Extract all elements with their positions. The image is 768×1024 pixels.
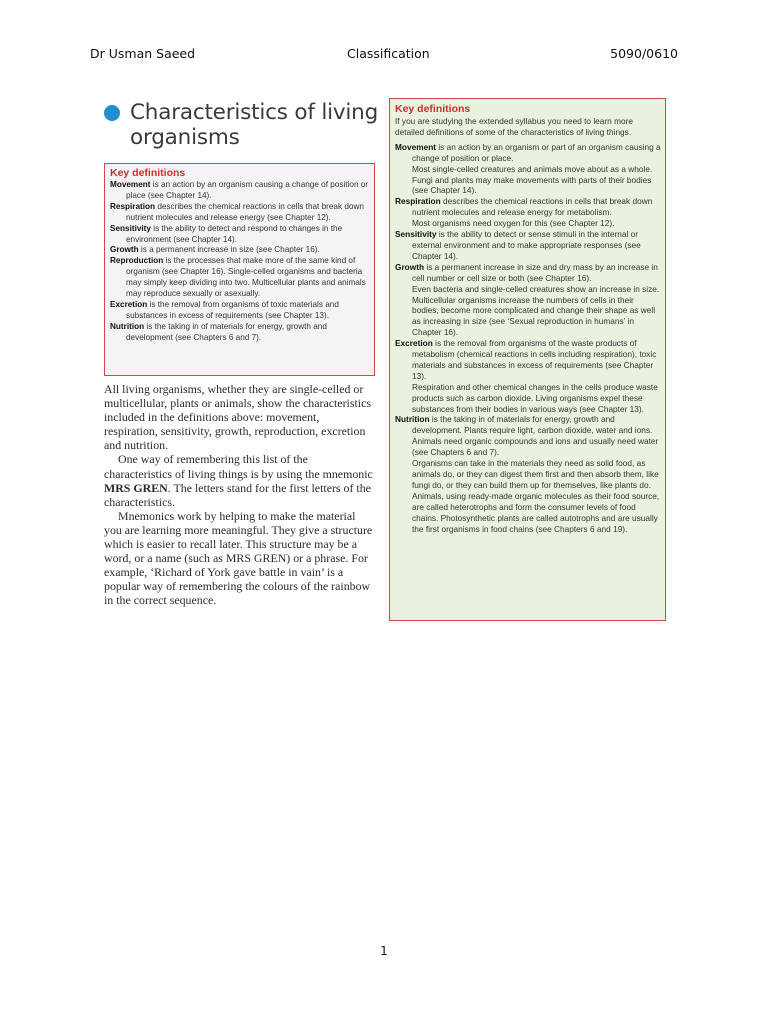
definition-term: Movement xyxy=(110,180,151,189)
key-definitions-box-extended xyxy=(389,98,666,621)
definition-text: describes the chemical reactions in cells that break down nutrient molecules and release energy (see Chapter 12). xyxy=(126,201,364,222)
body-text xyxy=(104,382,376,608)
definition-item xyxy=(395,142,661,164)
definition-list xyxy=(110,180,370,344)
extended-definition-list xyxy=(395,142,661,535)
section-title xyxy=(104,100,384,150)
definition-item xyxy=(110,202,370,224)
definition-text: describes the chemical reactions in cells that break down nutrient molecules and release energy for metabolism. xyxy=(412,196,653,218)
definition-text: is an action by an organism causing a change of position or place (see Chapter 14). xyxy=(126,180,369,200)
page-header xyxy=(90,46,678,66)
definition-item xyxy=(110,300,370,322)
definition-text: is the processes that make more of the same kind of organism (see Chapter 16). Single-celled organisms and bacteria may simply keep dividing into two. Multicellular plants and animals may reproduce sexually or asexually. xyxy=(126,256,366,299)
definition-term: Nutrition xyxy=(110,321,145,331)
definition-term: Nutrition xyxy=(395,414,430,425)
header-subject: Classification xyxy=(347,46,430,61)
definition-extra: Most single-celled creatures and animals move about as a whole. Fungi and plants may make movements with parts of their bodies (see Chapter 14). xyxy=(412,163,653,196)
definition-extra: Even bacteria and single-celled creatures show an increase in size. Multicellular organisms increase the numbers of cells in their bodies, become more complicated and change their shape as well as increasing in size (see ‘Sexual reproduction in humans’ in Chapter 16). xyxy=(412,283,660,338)
paragraph-2 xyxy=(104,452,376,508)
definition-term: Respiration xyxy=(395,196,441,207)
definition-text: is the removal from organisms of toxic materials and substances in excess of requirements (see Chapter 13). xyxy=(126,299,339,320)
definition-text: is a permanent increase in size and dry mass by an increase in cell number or cell size or both (see Chapter 16). xyxy=(412,261,658,283)
page-title: Characteristics of living organisms xyxy=(130,100,379,150)
definition-item xyxy=(395,338,661,382)
definition-term: Growth xyxy=(395,261,425,272)
definition-item xyxy=(110,256,370,300)
paragraph-1: All living organisms, whether they are single-celled or multicellular, plants or animals, show the characteristics included in the definitions above: movement, respiration, sensitivity, growth, reproduction, excretion and nutrition. xyxy=(104,382,371,453)
header-author: Dr Usman Saeed xyxy=(90,46,196,61)
definition-term: Excretion xyxy=(110,299,148,309)
definition-item xyxy=(110,322,370,344)
key-definitions-box-basic xyxy=(104,163,375,376)
definition-text: is the taking in of materials for energy, growth and development (see Chapters 6 and 7). xyxy=(126,321,327,342)
definition-term: Movement xyxy=(395,141,437,152)
extended-intro: If you are studying the extended syllabus you need to learn more detailed definitions of some of the characteristics of living things. xyxy=(395,116,633,137)
mnemonic-term: MRS GREN xyxy=(104,480,168,495)
page-number: 1 xyxy=(380,944,388,958)
definition-text: is the removal from organisms of the waste products of metabolism (chemical reactions in cells including respiration), toxic materials and substances in excess of requirements (see Chapter 13). xyxy=(412,338,657,381)
definition-item xyxy=(110,245,370,256)
definition-text: is the ability to detect or sense stimuli in the internal or external environment and to make appropriate responses (see Chapter 14). xyxy=(412,229,641,261)
definition-extra: Most organisms need oxygen for this (see Chapter 12). xyxy=(412,218,615,229)
definition-text: is the taking in of materials for energy, growth and development. Plants require light, carbon dioxide, water and ions. Animals need organic compounds and ions and usually need water (see Chapters 6 and 7). xyxy=(412,414,659,458)
paragraph-3: Mnemonics work by helping to make the material you are learning more meaningful. They give a structure which is easier to recall later. This structure may be a word, or a name (such as MRS GREN) or a phrase. For example, ‘Richard of York gave battle in vain’ is a popular way of remembering the colours of the rainbow in the correct sequence. xyxy=(104,508,373,608)
key-definitions-heading-extended: Key definitions xyxy=(395,103,471,115)
key-definitions-heading: Key definitions xyxy=(110,167,186,179)
header-code: 5090/0610 xyxy=(610,46,678,61)
definition-item xyxy=(395,229,661,262)
definition-text: is the ability to detect and respond to changes in the environment (see Chapter 14). xyxy=(126,223,343,244)
definition-item xyxy=(110,224,370,246)
definition-term: Growth xyxy=(110,245,139,255)
definition-term: Sensitivity xyxy=(395,229,437,240)
definition-item xyxy=(395,262,661,284)
definition-text: is a permanent increase in size (see Chapter 16). xyxy=(138,245,320,255)
definition-item xyxy=(395,196,661,218)
definition-term: Reproduction xyxy=(110,256,164,266)
definition-term: Excretion xyxy=(395,338,433,349)
paragraph-2-text-a: One way of remembering this list of the characteristics of living things is by using the mnemonic xyxy=(104,452,373,481)
definition-text: is an action by an organism or part of an organism causing a change of position or place. xyxy=(412,141,661,163)
bullet-dot-icon xyxy=(104,105,120,121)
definition-item xyxy=(110,180,370,202)
definition-extra: Respiration and other chemical changes in the cells produce waste products such as carbon dioxide. Living organisms expel these substances from their bodies in various ways (see Chapter 13). xyxy=(412,381,658,414)
definition-extra: Organisms can take in the materials they need as solid food, as animals do, or they can digest them first and then absorb them, like fungi do, or they can build them up for themselves, like plants do. Animals, using ready-made organic molecules as their food source, are called heterotrophs and form the consumer levels of food chains. Photosynthetic plants are called autotrophs and are usually the first organisms in food chains (see Chapters 6 and 19). xyxy=(412,458,660,534)
definition-term: Respiration xyxy=(110,201,156,211)
paragraph-2-text-b: . The letters stand for the first letters of the characteristics. xyxy=(104,480,371,509)
definition-item xyxy=(395,414,661,458)
definition-term: Sensitivity xyxy=(110,223,151,233)
